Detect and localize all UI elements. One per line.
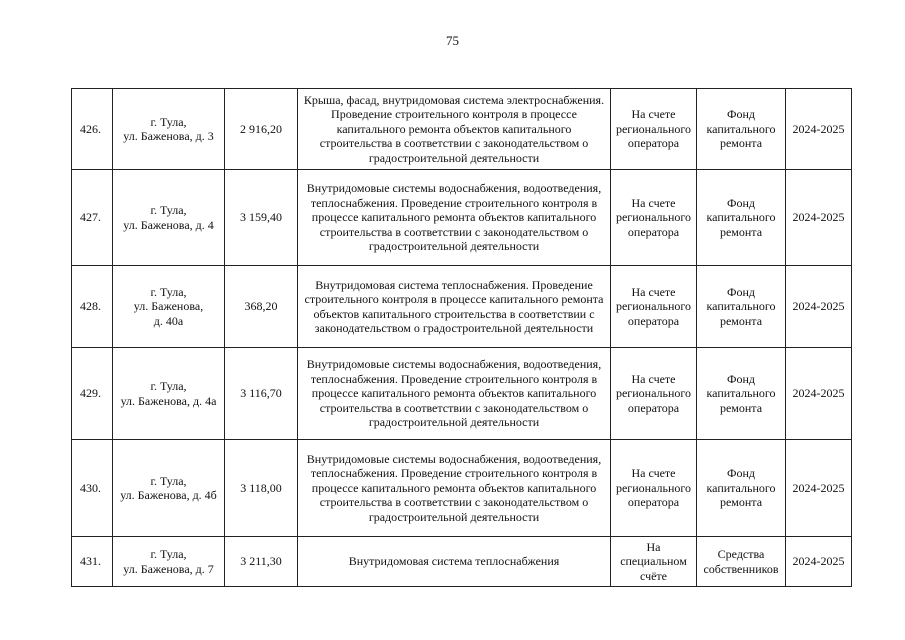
work-description-cell: Крыша, фасад, внутридомовая система электроснабжения. Проведение строительного контроля в процессе капитального ремонта объектов капитального строительства в соответствии с законодательством о градостроительной деятельности [298, 89, 611, 170]
address-line: г. Тула, [150, 284, 187, 299]
row-number: 426. [72, 89, 113, 170]
table-row [72, 348, 852, 440]
page-number: 75 [446, 33, 459, 48]
table-row [72, 170, 852, 266]
account-cell: На счете регионального оператора [611, 170, 697, 266]
account-cell: На счете регионального оператора [611, 266, 697, 348]
area-cell: 3 211,30 [225, 537, 298, 587]
work-description-cell: Внутридомовые системы водоснабжения, водоотведения, теплоснабжения. Проведение строительного контроля в процессе капитального ремонта объектов капитального строительства в соответствии с законодательством о градостроительной деятельности [298, 170, 611, 266]
account-cell: На специальном счёте [611, 537, 697, 587]
period-cell: 2024-2025 [786, 440, 852, 537]
work-description-cell: Внутридомовая система теплоснабжения [298, 537, 611, 587]
account-cell: На счете регионального оператора [611, 440, 697, 537]
address-line: ул. Баженова, д. 3 [123, 129, 214, 143]
funding-source-cell: Фонд капитального ремонта [697, 440, 786, 537]
funding-source-cell: Фонд капитального ремонта [697, 348, 786, 440]
area-cell: 3 116,70 [225, 348, 298, 440]
area-cell: 2 916,20 [225, 89, 298, 170]
funding-source-cell: Фонд капитального ремонта [697, 266, 786, 348]
row-number: 430. [72, 440, 113, 537]
address-line: ул. Баженова, д. 4а [120, 393, 217, 408]
funding-source-cell: Средства собственников [697, 537, 786, 587]
address-cell [113, 348, 225, 440]
address-cell [113, 89, 225, 170]
address-line: г. Тула, [150, 203, 187, 218]
table-row [72, 266, 852, 348]
address-cell [113, 440, 225, 537]
address-line: г. Тула, [150, 379, 187, 394]
work-description-cell: Внутридомовая система теплоснабжения. Проведение строительного контроля в процессе капитального ремонта объектов капитального строительства в соответствии с законодательством о градостроительной деятельности [298, 266, 611, 348]
address-line: г. Тула, [150, 473, 187, 488]
repair-works-table [71, 88, 852, 587]
address-line: ул. Баженова, д. 7 [123, 561, 214, 576]
area-cell: 3 159,40 [225, 170, 298, 266]
table-row [72, 537, 852, 587]
funding-source-cell: Фонд капитального ремонта [697, 89, 786, 170]
address-line: г. Тула, [150, 547, 187, 562]
row-number: 429. [72, 348, 113, 440]
work-description-cell: Внутридомовые системы водоснабжения, водоотведения, теплоснабжения. Проведение строительного контроля в процессе капитального ремонта объектов капитального строительства в соответствии с законодательством о градостроительной деятельности [298, 440, 611, 537]
period-cell: 2024-2025 [786, 266, 852, 348]
account-cell: На счете регионального оператора [611, 348, 697, 440]
area-cell: 368,20 [225, 266, 298, 348]
row-number: 428. [72, 266, 113, 348]
table-row [72, 89, 852, 170]
address-line: ул. Баженова, д. 4б [120, 488, 217, 502]
address-line: г. Тула, [150, 114, 187, 129]
funding-source-cell: Фонд капитального ремонта [697, 170, 786, 266]
address-cell [113, 170, 225, 266]
address-line: ул. Баженова, [133, 299, 204, 314]
period-cell: 2024-2025 [786, 89, 852, 170]
area-cell: 3 118,00 [225, 440, 298, 537]
table-row [72, 440, 852, 537]
period-cell: 2024-2025 [786, 170, 852, 266]
period-cell: 2024-2025 [786, 348, 852, 440]
address-line: ул. Баженова, д. 4 [123, 217, 214, 232]
period-cell: 2024-2025 [786, 537, 852, 587]
account-cell: На счете регионального оператора [611, 89, 697, 170]
row-number: 427. [72, 170, 113, 266]
row-number: 431. [72, 537, 113, 587]
address-line: д. 40а [153, 313, 184, 328]
address-cell [113, 266, 225, 348]
address-cell [113, 537, 225, 587]
work-description-cell: Внутридомовые системы водоснабжения, водоотведения, теплоснабжения. Проведение строительного контроля в процессе капитального ремонта объектов капитального строительства в соответствии с законодательством о градостроительной деятельности [298, 348, 611, 440]
